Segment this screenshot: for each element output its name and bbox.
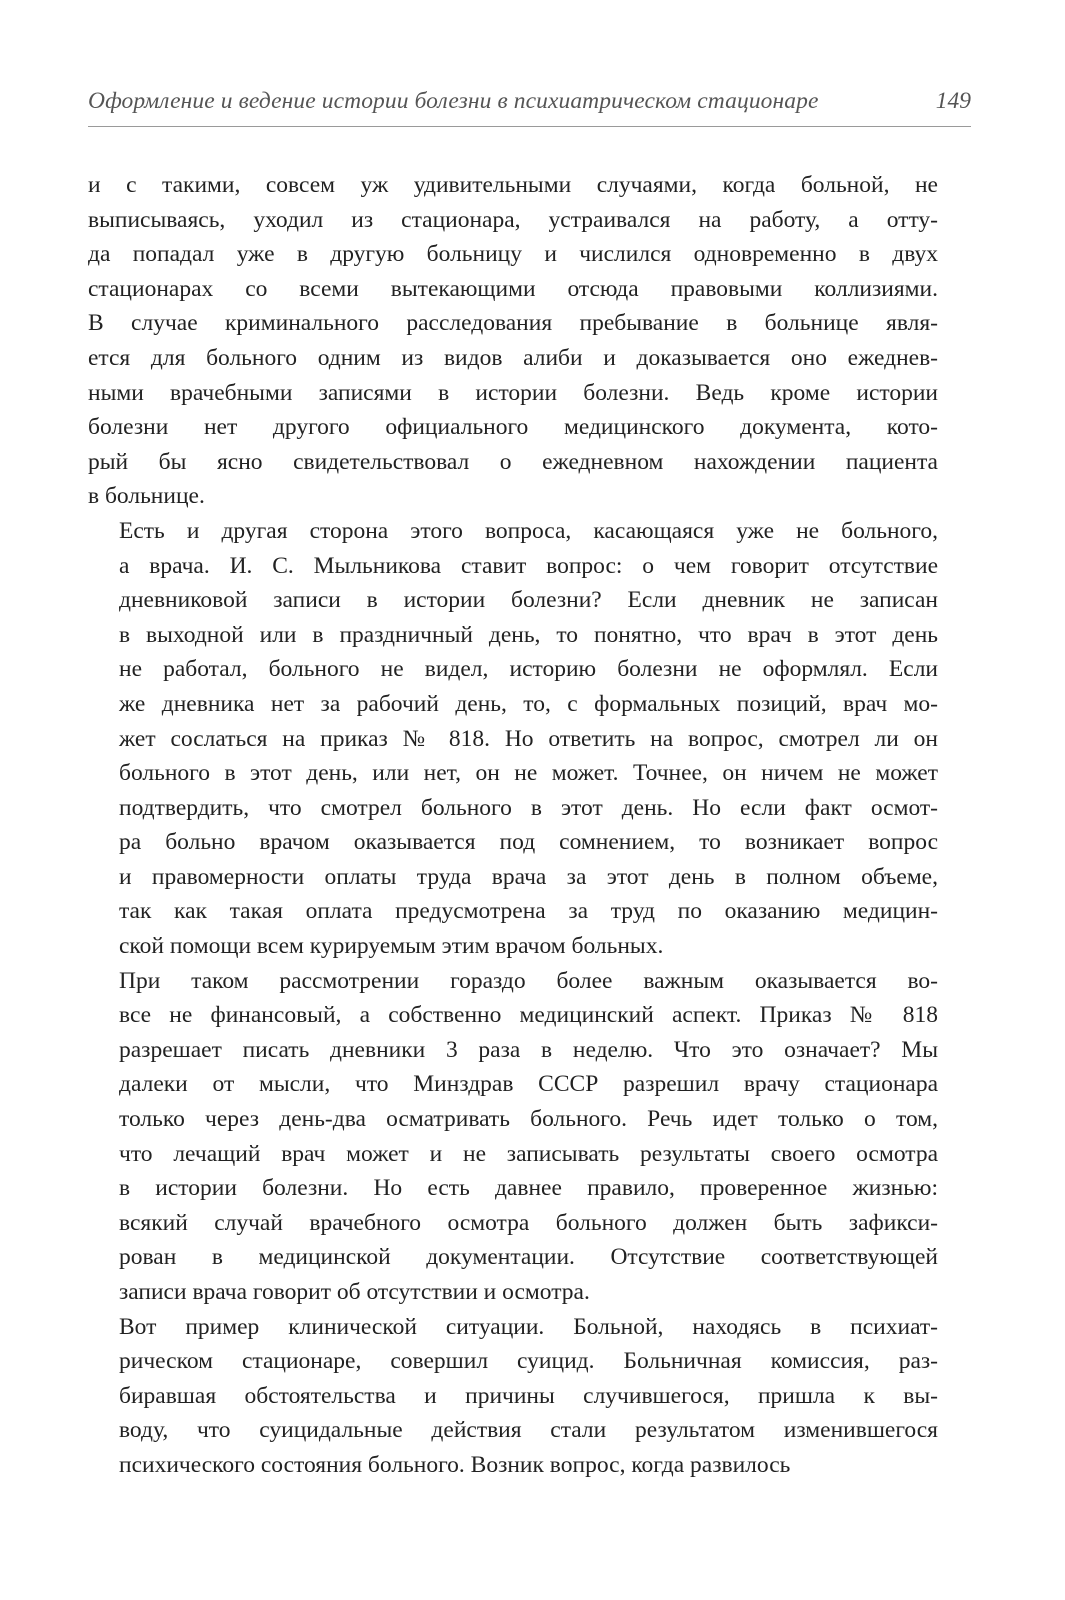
text-line: болезни нет другого официального медицинского документа, кото- [88, 414, 938, 441]
page-number: 149 [935, 88, 971, 114]
text-line: В случае криминального расследования пребывание в больнице явля- [88, 310, 938, 337]
text-line: в больнице. [88, 483, 205, 510]
text-line: ными врачебными записями в истории болезни. Ведь кроме истории [88, 379, 938, 406]
text-line: не работал, больного не видел, историю болезни не оформлял. Если [119, 656, 938, 683]
text-line: далеки от мысли, что Минздрав СССР разрешил врачу стационара [119, 1071, 938, 1098]
text-line: да попадал уже в другую больницу и числился одновременно в двух [88, 241, 938, 268]
text-line: дневниковой записи в истории болезни? Если дневник не записан [119, 587, 938, 614]
text-line: больного в этот день, или нет, он не может. Точнее, он ничем не может [119, 760, 938, 787]
text-line: При таком рассмотрении гораздо более важным оказывается во- [119, 967, 938, 994]
text-line: так как такая оплата предусмотрена за труд по оказанию медицин- [119, 898, 938, 925]
text-line: в истории болезни. Но есть давнее правило, проверенное жизнью: [119, 1175, 938, 1202]
text-line: психического состояния больного. Возник вопрос, когда развилось [119, 1451, 791, 1478]
text-line: все не финансовый, а собственно медицинский аспект. Приказ № 818 [119, 1002, 938, 1029]
text-line: разрешает писать дневники 3 раза в неделю. Что это означает? Мы [119, 1036, 938, 1063]
text-line: рый бы ясно свидетельствовал о ежедневном нахождении пациента [88, 448, 938, 475]
running-head [88, 86, 971, 127]
text-line: а врача. И. С. Мыльникова ставит вопрос: о чем говорит отсутствие [119, 552, 938, 579]
text-line: что лечащий врач может и не записывать результаты своего осмотра [119, 1140, 938, 1167]
text-line: записи врача говорит об отсутствии и осмотра. [119, 1279, 590, 1305]
text-line: ской помощи всем курируемым этим врачом больных. [119, 933, 664, 960]
text-line: рическом стационаре, совершил суицид. Больничная комиссия, раз- [119, 1348, 938, 1375]
running-title: Оформление и ведение истории болезни в психиатрическом стационаре [88, 88, 819, 114]
text-line: рован в медицинской документации. Отсутствие соответствующей [119, 1244, 938, 1271]
text-line: же дневника нет за рабочий день, то, с формальных позиций, врач мо- [119, 690, 938, 717]
body-text [88, 168, 938, 1483]
text-line: и с такими, совсем уж удивительными случаями, когда больной, не [88, 172, 938, 198]
paragraph [88, 168, 938, 514]
text-line: и правомерности оплаты труда врача за этот день в полном объеме, [119, 863, 938, 890]
text-line: в выходной или в праздничный день, то понятно, что врач в этот день [119, 621, 938, 648]
text-line: стационарах со всеми вытекающими отсюда правовыми коллизиями. [88, 275, 938, 302]
text-line: Вот пример клинической ситуации. Больной, находясь в психиат- [119, 1313, 938, 1340]
text-line: воду, что суицидальные действия стали результатом изменившегося [119, 1417, 938, 1444]
text-line: жет сослаться на приказ № 818. Но ответить на вопрос, смотрел ли он [119, 725, 938, 752]
text-line: Есть и другая сторона этого вопроса, касающаяся уже не больного, [119, 517, 938, 544]
text-line: подтвердить, что смотрел больного в этот день. Но если факт осмот- [119, 794, 938, 821]
paragraph [88, 964, 938, 1310]
text-line: выписываясь, уходил из стационара, устраивался на работу, а отту- [88, 206, 938, 233]
text-line: биравшая обстоятельства и причины случившегося, пришла к вы- [119, 1382, 938, 1409]
text-line: только через день-два осматривать больного. Речь идет только о том, [119, 1106, 938, 1133]
text-line: ра больно врачом оказывается под сомнением, то возникает вопрос [119, 829, 938, 856]
text-line: всякий случай врачебного осмотра больного должен быть зафикси- [119, 1209, 938, 1236]
text-line: ется для больного одним из видов алиби и доказывается оно ежеднев- [88, 344, 938, 371]
paragraph [88, 514, 938, 964]
paragraph [88, 1310, 938, 1483]
